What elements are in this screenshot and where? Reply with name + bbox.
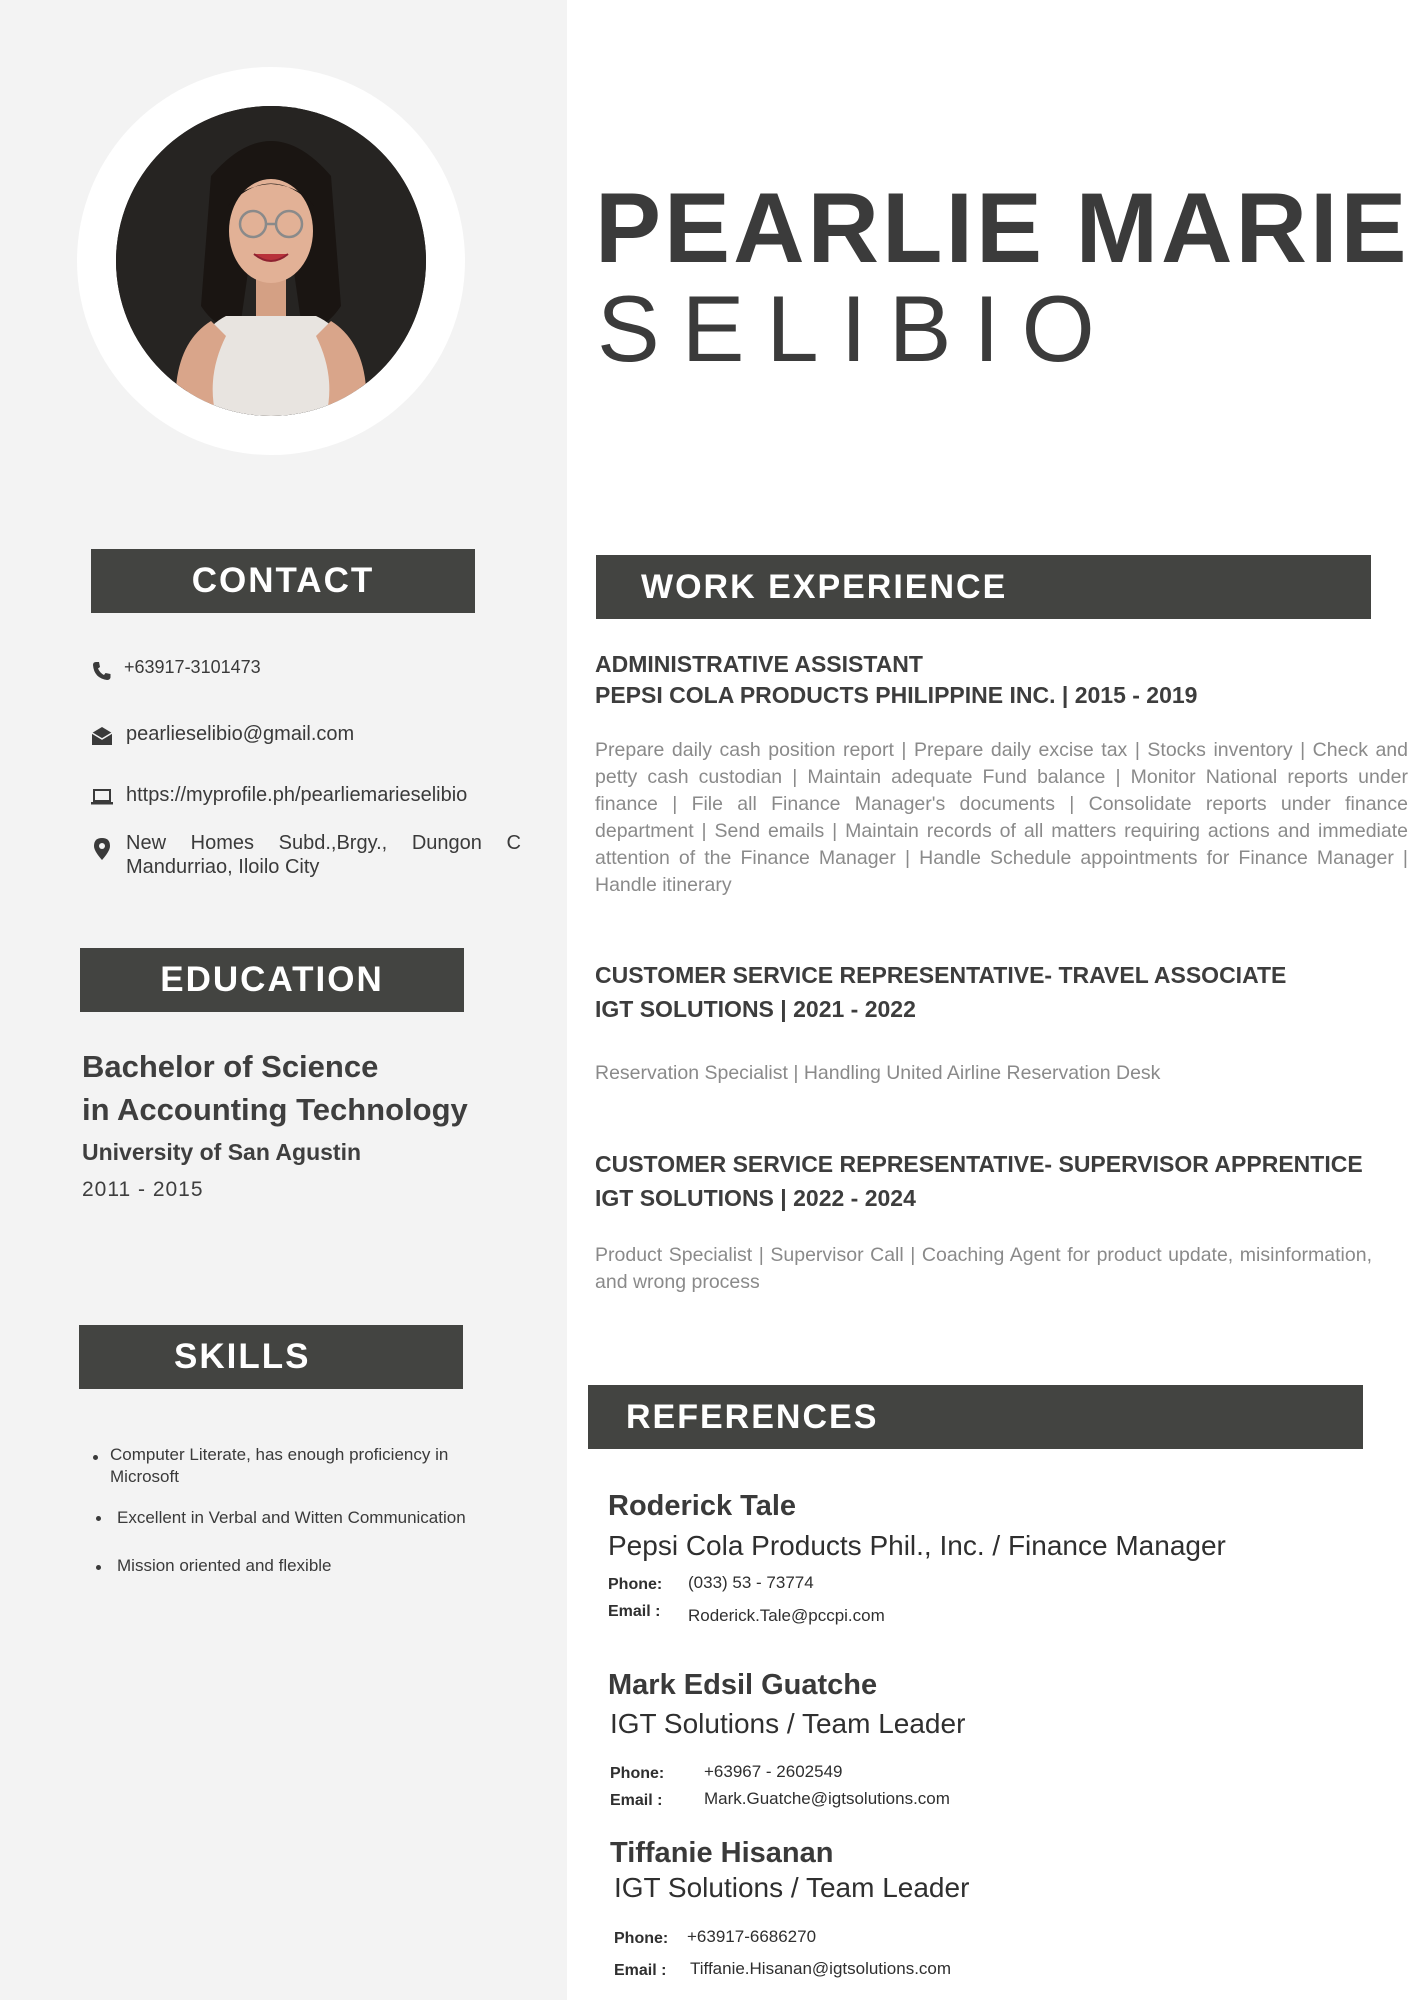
reference-phone: +63967 - 2602549 [704, 1762, 843, 1781]
skills-heading [79, 1325, 463, 1389]
references-heading [588, 1385, 1363, 1449]
address-line-1: New Homes Subd.,Brgy., Dungon C [126, 832, 521, 854]
school-name: University of San Agustin [82, 1139, 362, 1165]
bullet [96, 1516, 101, 1521]
job-description: Product Specialist | Supervisor Call | Coaching Agent for product update, misinformation, and wrong process [595, 1244, 1372, 1293]
contact-phone [90, 657, 261, 683]
contact-website [90, 783, 467, 809]
education-heading-text: EDUCATION [160, 960, 384, 999]
website-url: https://myprofile.ph/pearliemarieselibio [126, 784, 468, 806]
education-heading [80, 948, 464, 1012]
reference-email: Mark.Guatche@igtsolutions.com [704, 1789, 950, 1808]
skill-item: Computer Literate, has enough proficiency in [110, 1445, 449, 1464]
first-name: PEARLIE MARIE [595, 172, 1410, 283]
contact-heading-text: CONTACT [191, 561, 375, 600]
skill-item: Excellent in Verbal and Witten Communication [117, 1508, 466, 1527]
skill-item-continued: Microsoft [110, 1467, 179, 1486]
phone-number: +63917-3101473 [124, 657, 261, 677]
education-entry [82, 1045, 468, 1202]
profile-photo [116, 106, 426, 416]
reference-phone-label: Phone: [608, 1576, 663, 1593]
reference-role: Pepsi Cola Products Phil., Inc. / Finance Manager [608, 1530, 1226, 1561]
skill-item: Mission oriented and flexible [117, 1556, 332, 1575]
reference-phone-label: Phone: [614, 1930, 669, 1947]
contact-address [90, 831, 521, 879]
bullet [93, 1455, 98, 1460]
degree-line-1: Bachelor of Science [82, 1049, 379, 1084]
job-title: CUSTOMER SERVICE REPRESENTATIVE- TRAVEL ASSOCIATE [595, 962, 1287, 988]
reference-email: Roderick.Tale@pccpi.com [688, 1606, 885, 1625]
phone-icon [90, 659, 114, 683]
reference-email-label: Email : [608, 1603, 661, 1620]
reference-role: IGT Solutions / Team Leader [610, 1708, 966, 1739]
reference-name: Mark Edsil Guatche [608, 1669, 878, 1701]
last-name: SELIBIO [597, 276, 1117, 381]
reference-phone-label: Phone: [610, 1765, 665, 1782]
reference-phone: +63917-6686270 [687, 1927, 817, 1946]
job-title: CUSTOMER SERVICE REPRESENTATIVE- SUPERVISOR APPRENTICE [595, 1151, 1363, 1177]
job-title: ADMINISTRATIVE ASSISTANT [595, 651, 923, 677]
education-years: 2011 - 2015 [82, 1178, 204, 1201]
job-company: IGT SOLUTIONS | 2022 - 2024 [595, 1185, 916, 1211]
job-company: PEPSI COLA PRODUCTS PHILIPPINE INC. | 2015 - 2019 [595, 682, 1198, 708]
job-description: Prepare daily cash position report | Prepare daily excise tax | Stocks inventory | Check and petty cash custodian | Maintain adequate Fund balance | Monitor National reports under finance | File all Finance Manager's documents | Consolidate reports under finance department | Send emails | Maintain records of all matters requiring actions and immediate attention of the Finance Manager | Handle Schedule appointments for Finance Manager | Handle itinerary [595, 739, 1408, 896]
references-heading-text: REFERENCES [626, 1397, 879, 1436]
work-experience-heading [596, 555, 1371, 619]
address-line-2: Mandurriao, Iloilo City [126, 856, 320, 878]
degree-line-2: in Accounting Technology [82, 1092, 468, 1127]
reference-phone: (033) 53 - 73774 [688, 1573, 814, 1592]
contact-email [90, 722, 354, 748]
work-experience-heading-text: WORK EXPERIENCE [641, 567, 1008, 606]
contact-heading [91, 549, 475, 613]
reference-name: Tiffanie Hisanan [610, 1837, 834, 1869]
skills-heading-text: SKILLS [174, 1337, 311, 1376]
laptop-icon [90, 785, 114, 809]
reference-role: IGT Solutions / Team Leader [614, 1872, 970, 1903]
envelope-icon [90, 724, 114, 748]
job-company: IGT SOLUTIONS | 2021 - 2022 [595, 996, 916, 1022]
map-pin-icon [90, 837, 114, 861]
reference-name: Roderick Tale [608, 1490, 797, 1522]
reference-email-label: Email : [614, 1962, 667, 1979]
reference-email-label: Email : [610, 1792, 663, 1809]
bullet [96, 1565, 101, 1570]
email-address: pearlieselibio@gmail.com [126, 723, 355, 745]
job-description: Reservation Specialist | Handling United Airline Reservation Desk [595, 1062, 1161, 1084]
reference-email: Tiffanie.Hisanan@igtsolutions.com [690, 1959, 952, 1978]
